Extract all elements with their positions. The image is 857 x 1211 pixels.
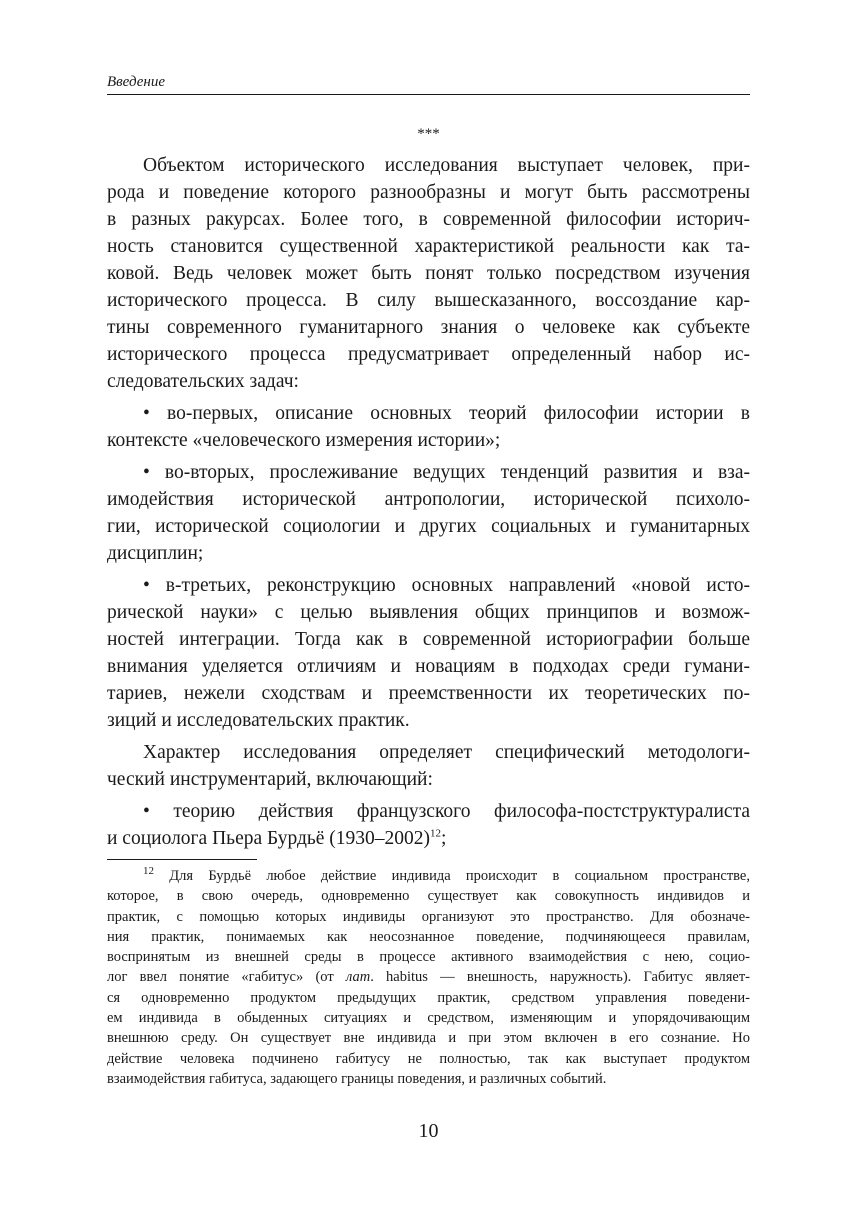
footnote-line: ся одновременно продуктом предыдущих практик, средством управления поведени- [107, 989, 750, 1006]
text-line: • теорию действия французского философа-постструктуралиста [143, 801, 750, 822]
footnote-line: ем индивида в обыденных ситуациях и средством, изменяющим и упорядочивающим [107, 1010, 750, 1027]
text-line: в разных ракурсах. Более того, в современной философии историч- [107, 209, 750, 230]
text-line: рической науки» с целью выявления общих принципов и возмож- [107, 602, 750, 623]
text-fragment: Для Бурдьё любое действие индивида происходит в социальном пространстве, [154, 868, 750, 884]
footnote-line: которое, в свою очередь, одновременно существует как совокупность индивидов и [107, 888, 750, 905]
footnote-line: внешнюю среду. Он существует вне индивида и при этом включен в его сознание. Но [107, 1030, 750, 1047]
text-fragment: . habitus — внешность, наружность). Габитус являет- [370, 969, 750, 986]
text-line: исторического процесса. В силу вышесказанного, воссоздание кар- [107, 290, 750, 311]
asterism-divider: *** [417, 126, 440, 142]
footnote-ref[interactable]: 12 [430, 827, 442, 840]
text-line: имодействия исторической антропологии, исторической психоло- [107, 489, 750, 510]
text-line: ностей интеграции. Тогда как в современной историографии больше [107, 629, 750, 650]
text-line: тины современного гуманитарного знания о человеке как субъекте [107, 317, 750, 338]
text-fragment: ; [441, 828, 447, 849]
footnote-line: ния практик, понимаемых как неосознанное поведение, подчиняющееся правилам, [107, 928, 750, 945]
text-line: • во-первых, описание основных теорий философии истории в [143, 403, 750, 424]
footnote-line: практик, с помощью которых индивиды организуют это пространство. Для обозначе- [107, 908, 750, 925]
text-line: гии, исторической социологии и других социальных и гуманитарных [107, 516, 750, 537]
footnote-line [107, 866, 750, 886]
text-line: Объектом исторического исследования выступает человек, при- [143, 155, 750, 176]
text-line: внимания уделяется отличиям и новациям в подходах среди гумани- [107, 656, 750, 677]
footnote-line: воспринятым из внешней среды в процессе активного взаимодействия с нею, социо- [107, 949, 750, 966]
main-text [107, 152, 750, 852]
bullet-fourth [107, 798, 750, 852]
latin-abbrev: лат [345, 969, 371, 986]
footnote-line: действие человека подчинено габитусу не полностью, так как выступает продуктом [107, 1050, 750, 1067]
footnote-line: взаимодействия габитуса, задающего границы поведения, и различных событий. [107, 1070, 607, 1087]
text-line [107, 825, 750, 852]
footnote-separator [107, 859, 257, 860]
text-line: Характер исследования определяет специфический методологи- [143, 742, 750, 763]
text-line: контексте «человеческого измерения истории»; [107, 430, 501, 451]
footnote-line [107, 967, 750, 987]
text-line: зиций и исследовательских практик. [107, 710, 410, 731]
text-line: • в-третьих, реконструкцию основных направлений «новой исто- [143, 575, 750, 596]
text-line: тариев, нежели сходствам и преемственности их теоретических по- [107, 683, 750, 704]
bullet-third [107, 572, 750, 734]
text-line: • во-вторых, прослеживание ведущих тенденций развития и вза- [143, 462, 750, 483]
text-line: рода и поведение которого разнообразны и могут быть рассмотрены [107, 182, 750, 203]
footnote-number: 12 [143, 865, 154, 878]
text-line: ность становится существенной характеристикой реальности как та- [107, 236, 750, 257]
running-header [107, 72, 750, 95]
text-fragment: лог ввел понятие «габитус» (от [107, 969, 346, 986]
text-line: ческий инструментарий, включающий: [107, 769, 433, 790]
text-line: ковой. Ведь человек может быть понят только посредством изучения [107, 263, 750, 284]
text-fragment: и социолога Пьера Бурдьё (1930–2002) [107, 828, 431, 849]
bullet-second [107, 459, 750, 567]
section-title: Введение [107, 74, 165, 90]
bullet-first [107, 400, 750, 454]
paragraph-method [107, 739, 750, 793]
paragraph-intro [107, 152, 750, 395]
text-line: дисциплин; [107, 543, 204, 564]
text-line: исторического процесса предусматривает определенный набор ис- [107, 344, 750, 365]
text-line: следовательских задач: [107, 371, 299, 392]
page-number: 10 [418, 1120, 439, 1142]
footnote [107, 866, 750, 1089]
